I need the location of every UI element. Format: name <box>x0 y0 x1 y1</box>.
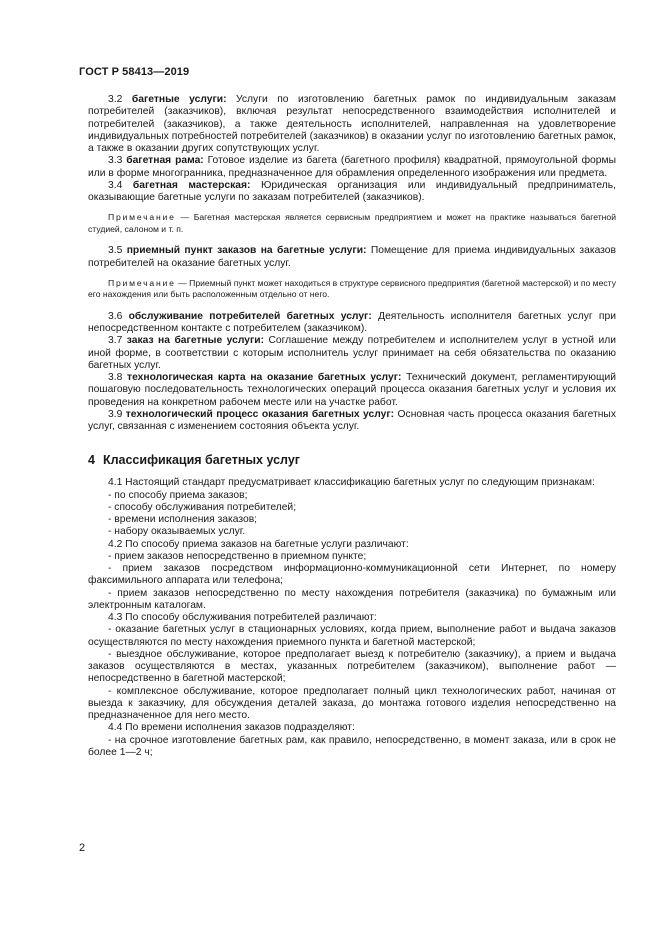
document-body <box>88 94 616 759</box>
list-item: - выездное обслуживание, которое предполагает выезд к потребителю (заказчику), а прием и выдача заказов осуществляются в местах, указанных потребителем (заказчиком), выполнение работ — непосредственно в багетной мастерской; <box>88 648 616 685</box>
para-4-4: 4.4 По времени исполнения заказов подразделяют: <box>108 722 355 734</box>
definition-3-5: 3.5 приемный пункт заказов на багетные услуги: Помещение для приема индивидуальных заказов потребителей на оказание багетных услуг. <box>88 245 616 269</box>
definition-3-4: 3.4 багетная мастерская: Юридическая организация или индивидуальный предприниматель, оказывающие багетные услуги по заказам потребителей (заказчиков). <box>88 179 616 203</box>
term: обслуживание потребителей багетных услуг: <box>128 310 372 322</box>
list-item: - прием заказов непосредственно в приемном пункте; <box>108 550 367 562</box>
list-item: - способу обслуживания потребителей; <box>108 501 297 513</box>
term: технологический процесс оказания багетных услуг: <box>125 408 395 420</box>
page-number: 2 <box>79 842 86 854</box>
para-4-2: 4.2 По способу приема заказов на багетные услуги различают: <box>108 538 409 550</box>
list-item: - прием заказов непосредственно по месту нахождения потребителя (заказчика) по бумажным или электронным каталогам. <box>88 587 616 611</box>
definition-3-3: 3.3 багетная рама: Готовое изделие из багета (багетного профиля) квадратной, прямоугольной формы или в форме многогранника, предназначенное для обрамления определенного изображения или предмета. <box>88 155 616 179</box>
term: заказ на багетные услуги: <box>126 335 265 347</box>
note-1: Примечание — Багетная мастерская является сервисным предприятием и может на практике называться багетной студией, салоном и т. п. <box>88 212 616 234</box>
definition-3-6: 3.6 обслуживание потребителей багетных услуг: Деятельность исполнителя багетных услуг при непосредственном контакте с потребителем (заказчиком). <box>88 310 616 334</box>
list-item: - прием заказов посредством информационно-коммуникационной сети Интернет, по номеру факсимильного аппарата или телефона; <box>88 563 616 587</box>
document-header: ГОСТ Р 58413—2019 <box>79 66 190 78</box>
list-item: - по способу приема заказов; <box>108 489 248 501</box>
list-item: - комплексное обслуживание, которое предполагает полный цикл технологических работ, начиная от выезда к заказчику, для обсуждения деталей заказа, до монтажа готового изделия непосредственно на предназначенное для него место. <box>88 685 616 721</box>
definition-3-8: 3.8 технологическая карта на оказание багетных услуг: Технический документ, регламентирующий пошаговую последовательность технологических операций процесса оказания багетных услуг и условия их проведения на конкретном рабочем месте или на участке работ. <box>88 372 616 408</box>
term: багетная мастерская: <box>132 179 251 191</box>
list-item: - набору оказываемых услуг. <box>108 526 246 538</box>
section-heading-4: 4 Классификация багетных услуг <box>88 453 300 468</box>
list-item: - на срочное изготовление багетных рам, как правило, непосредственно, в момент заказа, или в срок не более 1—2 ч; <box>88 734 616 758</box>
definition-3-2: 3.2 багетные услуги: Услуги по изготовлению багетных рамок по индивидуальным заказам потребителей (заказчиков), включая результат непосредственного взаимодействия исполнителей и потребителей (заказчиков), а также деятельность исполнителей, направленная на удовлетворение индивидуальных потребностей потребителей (заказчиков) в оказании услуг по изготовлению багетных рамок, а также в оказании других сопутствующих услуг. <box>88 94 616 154</box>
term: приемный пункт заказов на багетные услуги: <box>126 245 367 257</box>
term: багетная рама: <box>126 155 204 167</box>
term: багетные услуги: <box>131 94 227 105</box>
para-4-1: 4.1 Настоящий стандарт предусматривает классификацию багетных услуг по следующим признакам: <box>108 477 595 489</box>
definition-3-9: 3.9 технологический процесс оказания багетных услуг: Основная часть процесса оказания багетных услуг, связанная с изменением состояния объекта услуг. <box>88 408 616 432</box>
list-item: - времени исполнения заказов; <box>108 514 258 525</box>
note-2: Примечание — Приемный пункт может находиться в структуре сервисного предприятия (багетной мастерской) и по месту его нахождения или быть расположенным отдельно от него. <box>88 277 616 300</box>
list-item: - оказание багетных услуг в стационарных условиях, когда прием, выполнение работ и выдача заказов осуществляются по месту нахождения приемного пункта и багетной мастерской; <box>88 624 616 648</box>
para-4-3: 4.3 По способу обслуживания потребителей различают: <box>108 612 377 623</box>
definition-3-7: 3.7 заказ на багетные услуги: Соглашение между потребителем и исполнителем услуг в устной или иной форме, в соответствии с которым исполнитель услуг принимает на себя обязательства по оказанию багетных услуг. <box>88 335 616 371</box>
term: технологическая карта на оказание багетных услуг: <box>127 372 402 383</box>
